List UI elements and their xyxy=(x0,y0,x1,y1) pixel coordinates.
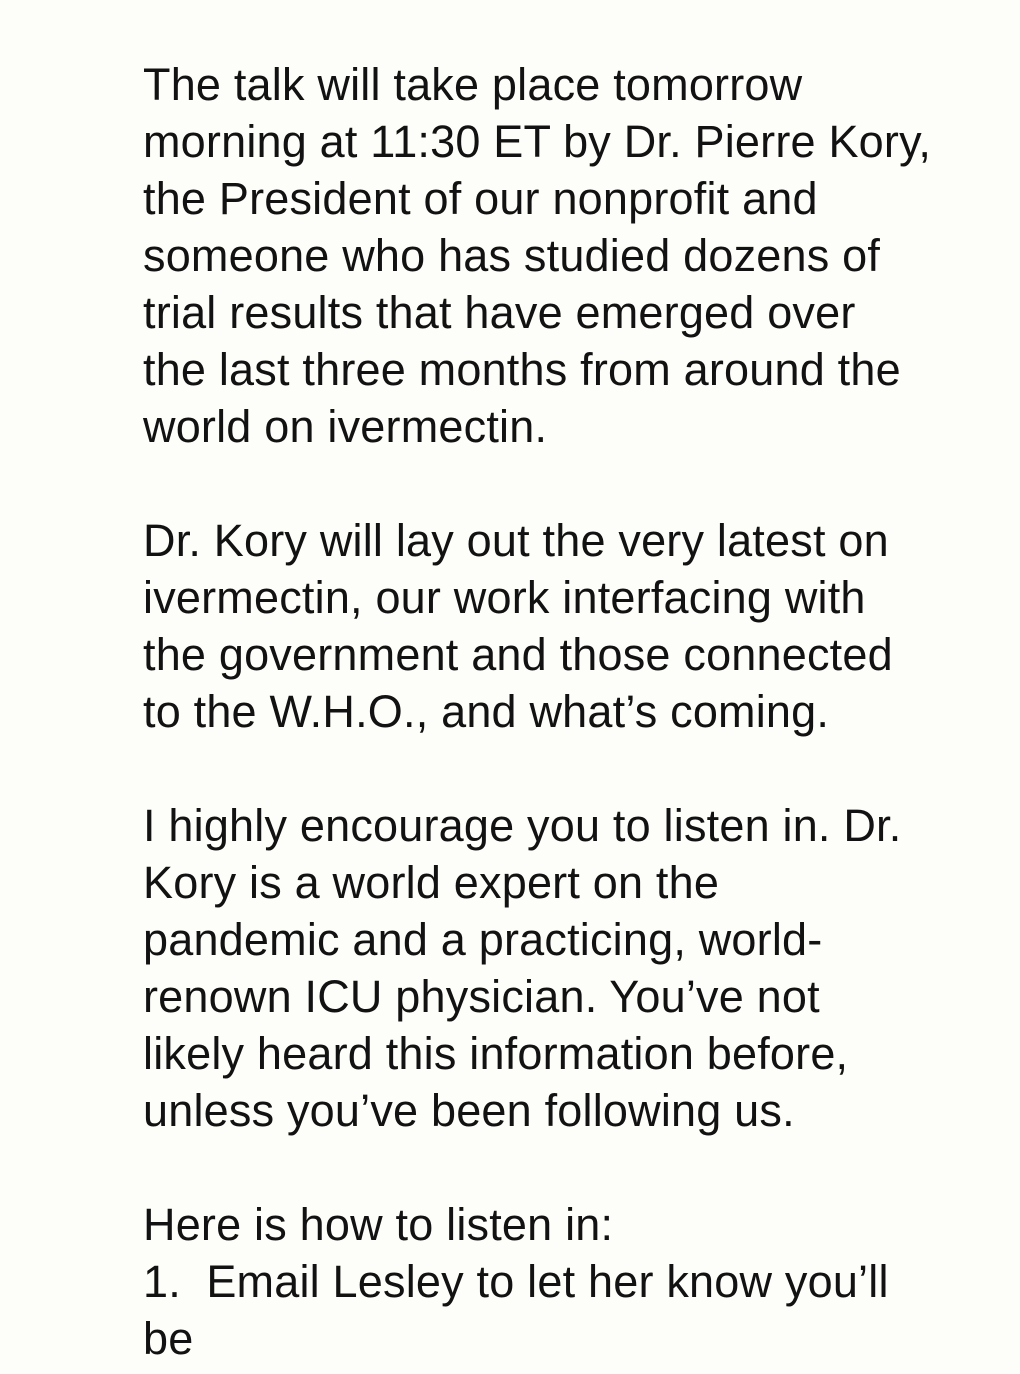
text-line: likely heard this information before, xyxy=(143,1028,849,1079)
paragraph-instructions xyxy=(143,1196,1003,1367)
paragraph-spacer xyxy=(143,1139,1003,1196)
text-line: I highly encourage you to listen in. Dr. xyxy=(143,800,902,851)
text-line: to the W.H.O., and what’s coming. xyxy=(143,686,830,737)
paragraph-spacer xyxy=(143,740,1003,797)
text-line: The talk will take place tomorrow xyxy=(143,59,803,110)
text-line: pandemic and a practicing, world- xyxy=(143,914,823,965)
text-line: world on ivermectin. xyxy=(143,401,548,452)
text-line: the President of our nonprofit and xyxy=(143,173,818,224)
text-line: the government and those connected xyxy=(143,629,893,680)
list-item-continuation: be xyxy=(143,1313,194,1364)
text-line: morning at 11:30 ET by Dr. Pierre Kory, xyxy=(143,116,932,167)
text-line: Here is how to listen in: xyxy=(143,1199,614,1250)
paragraph-encouragement xyxy=(143,797,1003,1139)
text-line: ivermectin, our work interfacing with xyxy=(143,572,866,623)
text-line: someone who has studied dozens of xyxy=(143,230,881,281)
text-line: the last three months from around the xyxy=(143,344,901,395)
text-line: unless you’ve been following us. xyxy=(143,1085,795,1136)
text-line: Kory is a world expert on the xyxy=(143,857,720,908)
text-line: renown ICU physician. You’ve not xyxy=(143,971,820,1022)
paragraph-talk-topics xyxy=(143,512,1003,740)
paragraph-spacer xyxy=(143,455,1003,512)
text-line: Dr. Kory will lay out the very latest on xyxy=(143,515,889,566)
list-item: 1. Email Lesley to let her know you’ll xyxy=(143,1256,889,1307)
document-body xyxy=(143,56,1003,1367)
text-line: trial results that have emerged over xyxy=(143,287,856,338)
paragraph-talk-details xyxy=(143,56,1003,455)
